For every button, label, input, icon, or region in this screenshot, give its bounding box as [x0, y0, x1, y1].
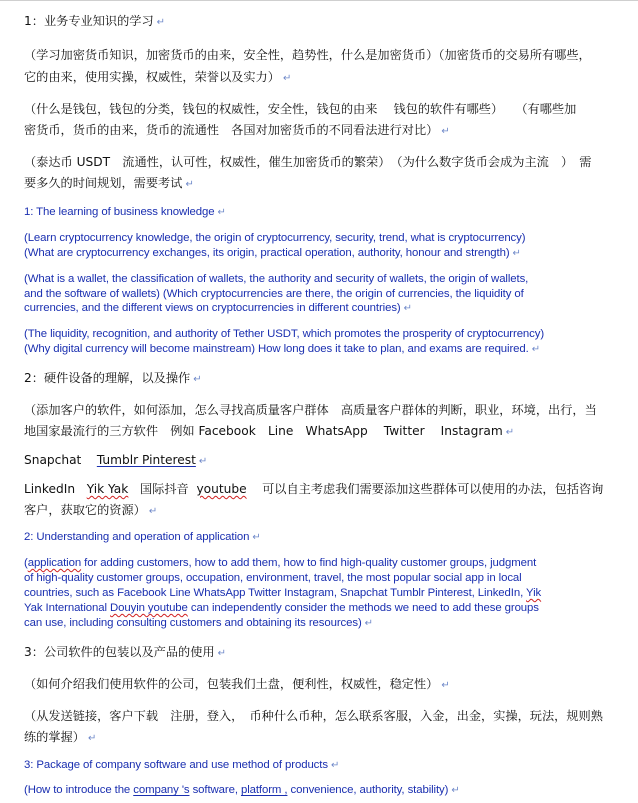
section-2-paragraph-1-line-1: （添加客户的软件，如何添加，怎么寻找高质量客户群体 高质量客户群体的判断，职业，环境，出行，当	[24, 403, 597, 417]
section-1-heading-cn: 1：业务专业知识的学习 ↵	[24, 14, 166, 28]
section-2-en-paragraph-line-3: countries, such as Facebook Line WhatsApp Twitter Instagram, Snapchat Tumblr Pinterest, LinkedIn, Yik	[24, 587, 542, 599]
section-3-paragraph-1: （如何介绍我们使用软件的公司，包装我们土盘，便利性，权威性，稳定性） ↵	[24, 677, 450, 691]
section-2-paragraph-3-line-2: 客户，获取它的资源） ↵	[24, 503, 158, 517]
section-2-heading-en: 2: Understanding and operation of application ↵	[24, 531, 261, 543]
section-1-en-paragraph-3-line-1: (The liquidity, recognition, and authority of Tether USDT, which promotes the prosperity of cryptocurrency)	[24, 328, 545, 340]
section-1-paragraph-3-line-1: （泰达币 USDT 流通性，认可性，权威性，催生加密货币的繁荣） （为什么数字货币会成为主流 ） 需	[24, 155, 592, 169]
section-3-heading-cn: 3：公司软件的包装以及产品的使用 ↵	[24, 645, 226, 659]
section-2-en-paragraph-line-2: of high-quality customer groups, occupation, environment, travel, the most popular social app in local	[24, 572, 522, 584]
section-1-en-paragraph-2-line-2: and the software of wallets) (Which cryptocurrencies are there, the origin of currencies, the liquidity of	[24, 288, 524, 300]
section-2-heading-cn: 2：硬件设备的理解，以及操作 ↵	[24, 371, 202, 385]
section-3-en-paragraph: (How to introduce the company 's software, platform , convenience, authority, stability) ↵	[24, 784, 460, 796]
section-2-paragraph-2: Snapchat Tumblr Pinterest ↵	[24, 453, 208, 467]
section-1-paragraph-3-line-2: 要多久的时间规划，需要考试 ↵	[24, 176, 194, 190]
section-1-en-paragraph-1-line-1: (Learn cryptocurrency knowledge, the origin of cryptocurrency, security, trend, what is cryptocurrency)	[24, 232, 526, 244]
section-1-heading-en: 1: The learning of business knowledge ↵	[24, 206, 226, 218]
section-1-en-paragraph-1-line-2: (What are cryptocurrency exchanges, its origin, practical operation, authority, honour and strength) ↵	[24, 247, 521, 259]
section-1-en-paragraph-2-line-1: (What is a wallet, the classification of wallets, the authority and security of wallets, the origin of wallets,	[24, 273, 529, 285]
section-1-paragraph-1-line-1: （学习加密货币知识，加密货币的由来，安全性，趋势性，什么是加密货币）（加密货币的交易所有哪些，	[24, 48, 591, 62]
section-3-paragraph-2-line-2: 练的掌握） ↵	[24, 730, 97, 744]
section-3-paragraph-2-line-1: （从发送链接，客户下载 注册，登入， 币种什么币种，怎么联系客服，入金，出金，实操，玩法，规则熟	[24, 709, 603, 723]
section-2-en-paragraph-line-1: (application for adding customers, how to add them, how to find high-quality customer groups, judgment	[24, 557, 537, 569]
section-1-en-paragraph-3-line-2: (Why digital currency will become mainstream) How long does it take to plan, and exams are required. ↵	[24, 343, 540, 355]
section-1-paragraph-2-line-2: 密货币，货币的由来，货币的流通性 各国对加密货币的不同看法进行对比） ↵	[24, 123, 450, 137]
section-1-en-paragraph-2-line-3: currencies, and the different views on cryptocurrencies in different countries) ↵	[24, 302, 412, 314]
section-2-en-paragraph-line-4: Yak International Douyin youtube can independently consider the methods we need to add these groups	[24, 602, 539, 614]
section-2-en-paragraph-line-5: can use, including consulting customers and obtaining its resources) ↵	[24, 617, 373, 629]
section-1-paragraph-1-line-2: 它的由来，使用实操，权威性，荣誉以及实力） ↵	[24, 70, 292, 84]
section-3-heading-en: 3: Package of company software and use method of products ↵	[24, 759, 340, 771]
section-2-paragraph-1-line-2: 地国家最流行的三方软件 例如 Facebook Line WhatsApp Twitter Instagram ↵	[24, 424, 515, 438]
section-2-paragraph-3-line-1: LinkedIn Yik Yak 国际抖音 youtube 可以自主考虑我们需要添加这些群体可以使用的办法，包括咨询	[24, 482, 604, 496]
section-1-paragraph-2-line-1: （什么是钱包，钱包的分类，钱包的权威性，安全性，钱包的由来 钱包的软件有哪些） （有哪些加	[24, 102, 577, 116]
